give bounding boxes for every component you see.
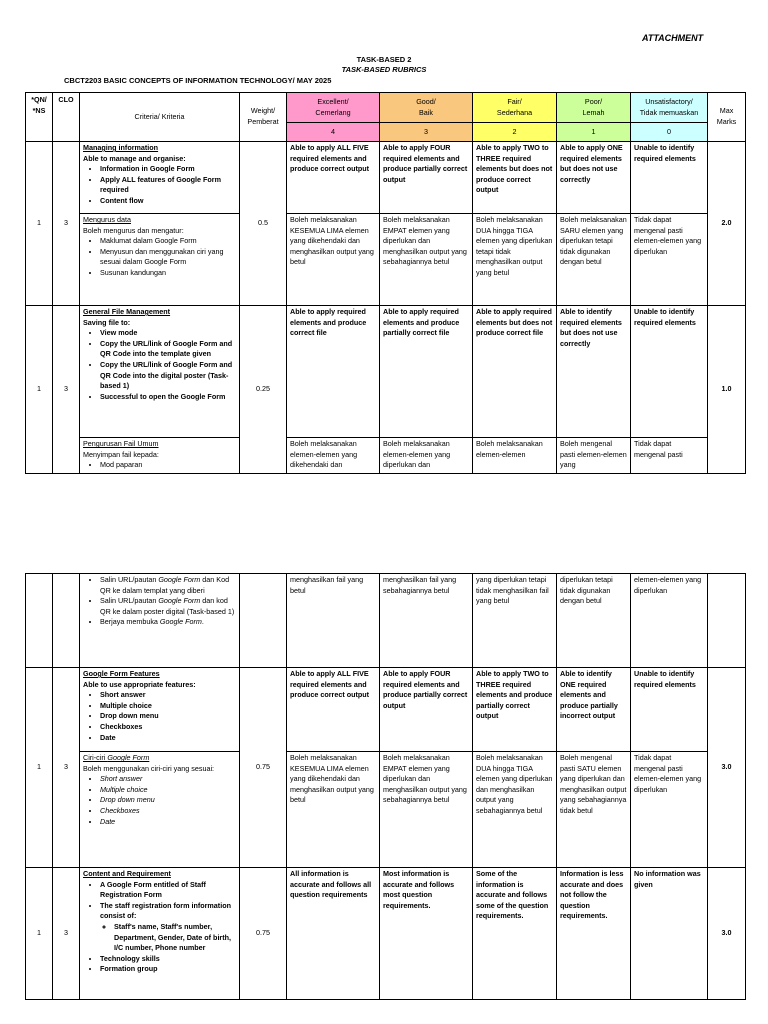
document-subtitle: TASK-BASED RUBRICS: [341, 65, 427, 74]
row1-criteria-title: Managing information: [83, 143, 159, 152]
row2-level-poor: Able to identify required elements but does not use correctly: [557, 306, 631, 438]
row3-criteria-title: Google Form Features: [83, 669, 160, 678]
list-item: • Copy the URL/link of Google Form and QR Code into the template given: [100, 339, 236, 360]
row2-level-unsatisfactory: Unable to identify required elements: [631, 306, 708, 438]
list-item: • Drop down menu: [100, 795, 236, 806]
header-level-fair: Fair/ Sederhana: [473, 93, 557, 123]
row2-criteria-title-ms: Pengurusan Fail Umum: [83, 439, 159, 448]
list-item: [100, 901, 236, 954]
list-item: [100, 617, 236, 628]
score-poor: 1: [557, 123, 631, 142]
header-level-excellent: Excellent/ Cemerlang: [287, 93, 380, 123]
header-level-good: Good/ Baik: [380, 93, 473, 123]
row2-criteria-ms-cont: [80, 574, 240, 668]
list-item: • Apply ALL features of Google Form required: [100, 175, 236, 196]
header-max-marks: Max Marks: [708, 93, 746, 142]
row4-weight: 0.75: [240, 868, 287, 1000]
row2-level-good: Able to apply required elements and produce partially correct file: [380, 306, 473, 438]
row1-level-excellent-ms: Boleh melaksanakan KESEMUA LIMA elemen yang dikehendaki dan menghasilkan output yang betul: [287, 214, 380, 306]
row1-criteria-en: [80, 142, 240, 214]
row3-level-poor: Able to identify ONE required elements and produce partially incorrect output: [557, 668, 631, 752]
list-item: • Checkboxes: [100, 806, 236, 817]
list-item: • View mode: [100, 328, 236, 339]
row3-level-poor-ms: Boleh mengenal pasti SATU elemen yang diperlukan dan menghasilkan output yang sebahagiannya tidak betul: [557, 752, 631, 868]
row2-criteria-intro-ms: Menyimpan fail kepada:: [83, 449, 159, 459]
row2-level-excellent: Able to apply required elements and produce correct file: [287, 306, 380, 438]
row1-criteria-ms: [80, 214, 240, 306]
text-run: Google Form: [159, 617, 202, 627]
list-item: • Multiple choice: [100, 785, 236, 796]
row3-criteria-intro: Able to use appropriate features:: [83, 679, 196, 689]
row2-qn: 1: [26, 306, 53, 474]
row1-level-unsatisfactory-ms: Tidak dapat mengenal pasti elemen-elemen yang diperlukan: [631, 214, 708, 306]
row2-criteria-en: [80, 306, 240, 438]
row2-cont-weight: [240, 574, 287, 668]
row3-clo: 3: [53, 668, 80, 868]
list-item-text: The staff registration form information consist of:: [100, 900, 231, 921]
score-unsatisfactory: 0: [631, 123, 708, 142]
text-run: Google Form: [158, 575, 201, 584]
list-item: • Successful to open the Google Form: [100, 392, 236, 403]
list-item: • Maklumat dalam Google Form: [100, 236, 236, 247]
row3-criteria-title-ms: Ciri-ciri: [83, 753, 108, 762]
row2-level-good-ms-cont: menghasilkan fail yang sebahagiannya betul: [380, 574, 473, 668]
rubric-table-page-2: [25, 573, 746, 1000]
row1-level-poor-ms: Boleh melaksanakan SARU elemen yang diperlukan tetapi tidak digunakan dengan betul: [557, 214, 631, 306]
header-level-poor: Poor/ Lemah: [557, 93, 631, 123]
row2-level-poor-ms-cont: diperlukan tetapi tidak digunakan dengan betul: [557, 574, 631, 668]
text-run: .: [201, 617, 204, 627]
row3-criteria-title-ms-italic: Google Form: [107, 753, 150, 762]
row4-level-fair: Some of the information is accurate and follows some of the question requirements.: [473, 868, 557, 1000]
row1-max-marks: 2.0: [708, 142, 746, 306]
list-item: • Susunan kandungan: [100, 268, 236, 279]
list-item: • Short answer: [100, 774, 236, 785]
row3-level-excellent: Able to apply ALL FIVE required elements and produce correct output: [287, 668, 380, 752]
document-title: TASK-BASED 2: [356, 55, 412, 64]
row3-criteria-ms: [80, 752, 240, 868]
row1-qn: 1: [26, 142, 53, 306]
list-item: • Drop down menu: [100, 711, 236, 722]
row1-level-fair-ms: Boleh melaksanakan DUA hingga TIGA elemen yang diperlukan tetapi tidak menghasilkan output yang betul: [473, 214, 557, 306]
row3-max-marks: 3.0: [708, 668, 746, 868]
row2-criteria-title: General File Management: [83, 307, 171, 316]
row3-level-unsatisfactory-ms: Tidak dapat mengenal pasti elemen-elemen yang diperlukan: [631, 752, 708, 868]
list-item: • Copy the URL/link of Google Form and QR Code into the digital poster (Task-based 1): [100, 360, 236, 392]
row2-weight: 0.25: [240, 306, 287, 474]
score-good: 3: [380, 123, 473, 142]
row3-level-fair-ms: Boleh melaksanakan DUA hingga TIGA elemen yang diperlukan dan menghasilkan output yang sebahagiannya betul: [473, 752, 557, 868]
header-qn: *QN/ *NS: [26, 93, 53, 142]
row4-qn: 1: [26, 868, 53, 1000]
row2-criteria-ms: [80, 438, 240, 474]
row3-criteria-en: [80, 668, 240, 752]
row2-cont-qn: [26, 574, 53, 668]
row1-clo: 3: [53, 142, 80, 306]
row3-criteria-intro-ms: Boleh menggunakan ciri-ciri yang sesuai:: [83, 763, 215, 773]
text-run: Google Form: [158, 596, 201, 606]
row4-clo: 3: [53, 868, 80, 1000]
row4-level-excellent: All information is accurate and follows all question requirements: [287, 868, 380, 1000]
score-fair: 2: [473, 123, 557, 142]
row2-level-fair: Able to apply required elements but does not produce correct file: [473, 306, 557, 438]
list-item: • A Google Form entitled of Staff Registration Form: [100, 880, 236, 901]
row4-level-good: Most information is accurate and follows most question requirements.: [380, 868, 473, 1000]
list-item: • Menyusun dan menggunakan ciri yang sesuai dalam Google Form: [100, 247, 236, 268]
row1-level-unsatisfactory: Unable to identify required elements: [631, 142, 708, 214]
list-item: • Technology skills: [100, 954, 236, 965]
row2-level-good-ms: Boleh melaksanakan elemen-elemen yang diperlukan dan: [380, 438, 473, 474]
row4-level-poor: Information is less accurate and does not follow the question requirements.: [557, 868, 631, 1000]
row1-level-good: Able to apply FOUR required elements and produce partially correct output: [380, 142, 473, 214]
row2-criteria-intro: Saving file to:: [83, 317, 131, 327]
score-excellent: 4: [287, 123, 380, 142]
row2-level-excellent-ms: Boleh melaksanakan elemen-elemen yang dikehendaki dan: [287, 438, 380, 474]
row2-level-unsatisfactory-ms: Tidak dapat mengenal pasti: [631, 438, 708, 474]
row3-weight: 0.75: [240, 668, 287, 868]
row2-level-fair-ms-cont: yang diperlukan tetapi tidak menghasilkan fail yang betul: [473, 574, 557, 668]
list-item: • Date: [100, 733, 236, 744]
list-item: [100, 596, 236, 617]
row1-level-fair: Able to apply TWO to THREE required elements but does not produce correct output: [473, 142, 557, 214]
row1-criteria-intro: Able to manage and organise:: [83, 153, 186, 163]
list-item: • Information in Google Form: [100, 164, 236, 175]
row1-criteria-title-ms: Mengurus data: [83, 215, 131, 224]
list-item: • Formation group: [100, 964, 236, 975]
list-item: • Mod paparan: [100, 460, 236, 471]
row2-max-marks: 1.0: [708, 306, 746, 474]
list-item: • Multiple choice: [100, 701, 236, 712]
row3-level-good: Able to apply FOUR required elements and produce partially correct output: [380, 668, 473, 752]
row3-level-fair: Able to apply TWO to THREE required elements and produce partially correct output: [473, 668, 557, 752]
sub-list-item: ◦ Staff's name, Staff's number, Department, Gender, Date of birth, I/C number, Phone number: [114, 922, 236, 954]
row2-level-excellent-ms-cont: menghasilkan fail yang betul: [287, 574, 380, 668]
row4-max-marks: 3.0: [708, 868, 746, 1000]
attachment-label: ATTACHMENT: [642, 33, 704, 43]
header-criteria: Criteria/ Kriteria: [80, 93, 240, 142]
row1-criteria-intro-ms: Boleh mengurus dan mengatur:: [83, 225, 184, 235]
row2-level-unsatisfactory-ms-cont: elemen-elemen yang diperlukan: [631, 574, 708, 668]
text-run: Berjaya membuka: [100, 617, 160, 627]
row1-level-good-ms: Boleh melaksanakan EMPAT elemen yang diperlukan dan menghasilkan output yang sebahagiannya betul: [380, 214, 473, 306]
row3-qn: 1: [26, 668, 53, 868]
row4-criteria-en: [80, 868, 240, 1000]
row2-cont-clo: [53, 574, 80, 668]
row2-clo: 3: [53, 306, 80, 474]
list-item: • Checkboxes: [100, 722, 236, 733]
row1-level-poor: Able to apply ONE required elements but does not use correctly: [557, 142, 631, 214]
rubric-table-page-1: [25, 92, 746, 474]
row1-weight: 0.5: [240, 142, 287, 306]
course-title: CBCT2203 BASIC CONCEPTS OF INFORMATION TECHNOLOGY/ MAY 2025: [64, 76, 332, 85]
row3-level-good-ms: Boleh melaksanakan EMPAT elemen yang diperlukan dan menghasilkan output yang sebahagiannya betul: [380, 752, 473, 868]
header-clo: CLO: [53, 93, 80, 142]
header-weight: Weight/ Pemberat: [240, 93, 287, 142]
header-level-unsatisfactory: Unsatisfactory/ Tidak memuaskan: [631, 93, 708, 123]
row2-level-fair-ms: Boleh melaksanakan elemen-elemen: [473, 438, 557, 474]
list-item: • Short answer: [100, 690, 236, 701]
list-item: [100, 575, 236, 596]
text-run: dan Kod QR ke dalam templat yang diberi: [100, 575, 230, 595]
text-run: dan kod QR ke dalam poster digital (Task-based 1): [100, 596, 235, 616]
list-item: • Date: [100, 817, 236, 828]
row2-cont-max: [708, 574, 746, 668]
row4-criteria-title: Content and Requirement: [83, 869, 171, 878]
row2-level-poor-ms: Boleh mengenal pasti elemen-elemen yang: [557, 438, 631, 474]
row1-level-excellent: Able to apply ALL FIVE required elements and produce correct output: [287, 142, 380, 214]
text-run: Salin URL/pautan: [100, 575, 159, 584]
row3-level-unsatisfactory: Unable to identify required elements: [631, 668, 708, 752]
row4-level-unsatisfactory: No information was given: [631, 868, 708, 1000]
text-run: Salin URL/pautan: [100, 596, 159, 606]
row3-level-excellent-ms: Boleh melaksanakan KESEMUA LIMA elemen yang dikehendaki dan menghasilkan output yang betul: [287, 752, 380, 868]
list-item: • Content flow: [100, 196, 236, 207]
